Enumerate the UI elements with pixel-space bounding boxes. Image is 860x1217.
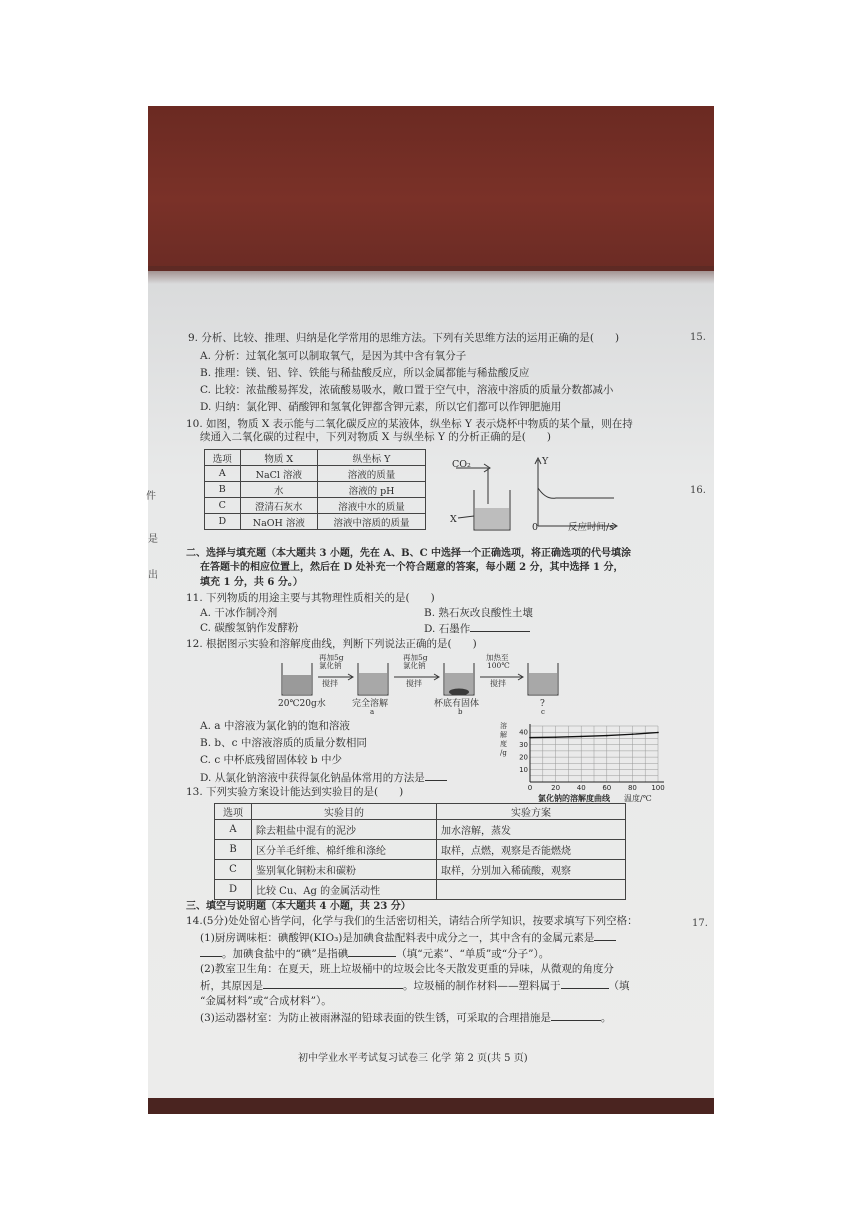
q14-part3 [200, 1011, 611, 1025]
y-tick-label: 30 [519, 741, 528, 750]
q12-option-b: B. b、c 中溶液溶质的质量分数相同 [200, 737, 367, 749]
q14-blank-1[interactable] [594, 931, 616, 941]
q10-table-header [205, 450, 426, 466]
beaker1-caption: 完全溶解 [352, 699, 389, 709]
q14-part1-line2 [200, 947, 549, 961]
curve-y-label-3: 度 [500, 740, 507, 748]
table-row [205, 514, 426, 530]
y-tick-label: 40 [519, 728, 528, 737]
q14-part1-line1 [200, 931, 616, 945]
q9-option-a: A. 分析：过氧化氢可以制取氧气，是因为其中含有氧分子 [200, 350, 467, 362]
data-point [606, 735, 608, 737]
table-cell: 鉴别氧化铜粉末和碳粉 [252, 860, 437, 880]
co2-label: CO₂ [452, 459, 471, 470]
table-row [215, 840, 626, 860]
left-mark-3: 出 [148, 570, 158, 581]
background-wall [148, 106, 714, 276]
x-tick-label: 80 [627, 784, 637, 792]
q14-part1-text-3: （填“元素”、“单质”或“分子”）。 [396, 948, 550, 960]
beaker-3 [528, 663, 558, 695]
page-footer: 初中学业水平考试复习试卷三 化学 第 2 页(共 5 页) [298, 1053, 528, 1064]
table-cell: 溶液中溶质的质量 [318, 514, 426, 530]
paper-shadow [148, 266, 714, 284]
table-cell: 取样，点燃，观察是否能燃烧 [437, 840, 626, 860]
q14-part3-end: 。 [600, 1012, 612, 1024]
x-pointer [458, 516, 474, 518]
table-row [215, 820, 626, 840]
table-cell: NaCl 溶液 [240, 466, 318, 482]
arrow1-label-bot: 搅拌 [322, 679, 338, 688]
q13-header-option: 选项 [215, 804, 252, 820]
x-tick-label: 40 [576, 784, 586, 792]
table-cell: 水 [240, 482, 318, 498]
table-cell: 溶液中水的质量 [318, 498, 426, 514]
table-cell: 加水溶解，蒸发 [437, 820, 626, 840]
table-cell: 除去粗盐中混有的泥沙 [252, 820, 437, 840]
table-cell: B [215, 840, 252, 860]
q9-stem: 9. 分析、比较、推理、归纳是化学常用的思维方法。下列有关思维方法的运用正确的是( ) [188, 332, 620, 344]
q14-blank-1b[interactable] [200, 947, 222, 957]
bottom-edge [148, 1098, 714, 1114]
q14-part2-text: 析，其原因是 [200, 980, 263, 992]
q12-option-d [200, 771, 447, 785]
table-cell: NaOH 溶液 [240, 514, 318, 530]
arrow3-label-bot: 搅拌 [490, 679, 506, 688]
y-tick-label: 20 [519, 753, 528, 762]
q11-answer-blank[interactable] [470, 622, 530, 632]
table-cell: 取样，分别加入稀硫酸，观察 [437, 860, 626, 880]
q14-blank-3[interactable] [263, 979, 403, 989]
data-point [529, 737, 531, 739]
data-point [580, 736, 582, 738]
table-cell: A [205, 466, 241, 482]
q10-header-y: 纵坐标 Y [318, 450, 426, 466]
q14-part1-text: (1)厨房调味柜：碘酸钾(KIO₃)是加碘食盐配料表中成分之一，其中含有的金属元素是 [200, 932, 595, 944]
beaker3-sub: c [541, 708, 545, 716]
section2-line2: 在答题卡的相应位置上，然后在 D 处补充一个符合题意的答案，每小题 2 分，其中选择 1 分， [200, 562, 624, 573]
y-tick-label: 10 [519, 766, 528, 775]
left-mark-2: 是 [148, 534, 158, 545]
graph-x-label: 反应时间/s [568, 522, 615, 533]
q12-option-a: A. a 中溶液为氯化钠的饱和溶液 [200, 720, 350, 732]
side-number-15: 15. [690, 332, 706, 343]
arrow3-label-mid: 100℃ [487, 661, 510, 670]
table-row [215, 860, 626, 880]
beaker1-sub: a [370, 708, 375, 716]
curve-y-label-1: 溶 [500, 722, 507, 730]
curve-y-label-2: 解 [500, 731, 507, 739]
q13-header-plan: 实验方案 [437, 804, 626, 820]
arrow3-label-top: 加热至 [486, 653, 509, 662]
data-point [632, 733, 634, 735]
q9-option-c: C. 比较：浓盐酸易挥发，浓硫酸易吸水，敞口置于空气中，溶液中溶质的质量分数都减小 [200, 384, 614, 396]
table-cell [437, 880, 626, 900]
x-tick-label: 0 [527, 784, 533, 792]
left-mark-1: 件 [146, 491, 156, 502]
q12-option-d-text: D. 从氯化钠溶液中获得氯化钠晶体常用的方法是 [200, 772, 425, 784]
arrow2-label-mid: 氯化钠 [403, 661, 426, 670]
table-cell: A [215, 820, 252, 840]
table-cell: 澄清石灰水 [240, 498, 318, 514]
table-cell: 溶液的 pH [318, 482, 426, 498]
q14-part2-text-2: 。垃圾桶的制作材料——塑料属于 [403, 980, 561, 992]
curve-y-label-4: /g [500, 749, 507, 757]
q14-stem: 14.(5分)处处留心皆学问，化学与我们的生活密切相关，请结合所学知识，按要求填写下列空格： [186, 915, 638, 927]
arrow1-label-mid: 氯化钠 [319, 661, 342, 670]
q14-part2-text-3: （填 [608, 980, 630, 992]
x-tick-label: 100 [651, 784, 665, 792]
q11-option-b: B. 熟石灰改良酸性土壤 [424, 607, 533, 619]
beaker2-caption: 杯底有固体 [434, 699, 480, 709]
graph-y-label: Y [542, 456, 549, 467]
graph-curve [538, 488, 614, 498]
q14-part2-line2 [200, 979, 630, 993]
q14-blank-4[interactable] [561, 979, 609, 989]
q13-header-goal: 实验目的 [252, 804, 437, 820]
table-cell: 比较 Cu、Ag 的金属活动性 [252, 880, 437, 900]
q14-part1-text-2: 。加碘食盐中的“碘”是指碘 [222, 948, 349, 960]
beaker-0 [282, 663, 312, 695]
q11-option-d-text: D. 石墨作 [424, 623, 471, 635]
beaker2-sub: b [458, 708, 463, 716]
table-cell: D [205, 514, 241, 530]
graph-origin: 0 [532, 522, 539, 533]
co2-tube [456, 468, 488, 504]
x-tick-label: 60 [602, 784, 612, 792]
table-cell: 区分羊毛纤维、棉纤维和涤纶 [252, 840, 437, 860]
curve-x-label: 温度/℃ [624, 794, 652, 803]
q12-stem: 12. 根据图示实验和溶解度曲线，判断下列说法正确的是( ) [186, 638, 477, 650]
beaker0-caption: 20℃20g水 [278, 699, 326, 709]
table-cell: C [215, 860, 252, 880]
q11-option-a: A. 干冰作制冷剂 [200, 607, 278, 619]
q11-option-c: C. 碳酸氢钠作发酵粉 [200, 622, 299, 634]
data-point [555, 736, 557, 738]
beaker-2 [444, 663, 474, 696]
section2-line3: 填充 1 分，共 6 分。） [200, 577, 303, 588]
q13-stem: 13. 下列实验方案设计能达到实验目的是( ) [186, 786, 404, 798]
solubility-chart [508, 722, 668, 794]
table-row [205, 482, 426, 498]
table-cell: D [215, 880, 252, 900]
section3-title: 三、填空与说明题（本大题共 4 小题，共 23 分） [186, 901, 411, 912]
beaker3-caption: ? [540, 699, 545, 709]
curve-caption: 氯化钠的溶解度曲线 [538, 793, 610, 803]
table-row [205, 498, 426, 514]
q11-stem: 11. 下列物质的用途主要与其物理性质相关的是( ) [186, 592, 435, 604]
q10-table [204, 449, 426, 530]
q10-stem-1: 10. 如图，物质 X 表示能与二氧化碳反应的某液体，纵坐标 Y 表示烧杯中物质的某个量，则在持 [186, 418, 633, 430]
side-number-16: 16. [690, 485, 706, 496]
q9-option-d: D. 归纳：氯化钾、硝酸钾和氢氧化钾都含钾元素，所以它们都可以作钾肥施用 [200, 401, 562, 413]
side-number-17: 17. [692, 918, 708, 929]
q10-header-option: 选项 [205, 450, 241, 466]
beaker-1 [358, 663, 388, 695]
data-point [657, 732, 659, 734]
liquid-x [475, 508, 509, 529]
table-row [205, 466, 426, 482]
q14-blank-5[interactable] [551, 1011, 601, 1021]
arrow1-label-top: 再加5g [319, 653, 344, 662]
section2-line1: 二、选择与填充题（本大题共 3 小题，先在 A、B、C 中选择一个正确选项，将正确选项的代号填涂 [186, 548, 632, 559]
q14-blank-2[interactable] [348, 947, 396, 957]
q9-option-b: B. 推理：镁、铝、锌、铁能与稀盐酸反应，所以金属都能与稀盐酸反应 [200, 367, 530, 379]
q10-stem-2: 续通入二氧化碳的过程中，下列对物质 X 与纵坐标 Y 的分析正确的是( ) [200, 431, 551, 443]
q14-part3-text: (3)运动器材室：为防止被雨淋湿的铅球表面的铁生锈，可采取的合理措施是 [200, 1012, 551, 1024]
x-tick-label: 20 [551, 784, 561, 792]
q14-part2-line3: “金属材料”或“合成材料”）。 [200, 995, 332, 1007]
arrow2-label-bot: 搅拌 [406, 679, 422, 688]
arrow2-label-top: 再加5g [403, 653, 428, 662]
q13-table-header [215, 804, 626, 820]
q12-option-c: C. c 中杯底残留固体较 b 中少 [200, 754, 342, 766]
x-label: X [450, 514, 457, 525]
table-cell: C [205, 498, 241, 514]
table-row [215, 880, 626, 900]
q14-part2-line1: (2)教室卫生角：在夏天，班上垃圾桶中的垃圾会比冬天散发更重的异味，从微观的角度分 [200, 963, 614, 975]
table-cell: 溶液的质量 [318, 466, 426, 482]
q12-answer-blank[interactable] [425, 771, 447, 781]
q13-table [214, 803, 626, 900]
table-cell: B [205, 482, 241, 498]
q11-option-d [424, 622, 530, 636]
q10-header-x: 物质 X [240, 450, 318, 466]
